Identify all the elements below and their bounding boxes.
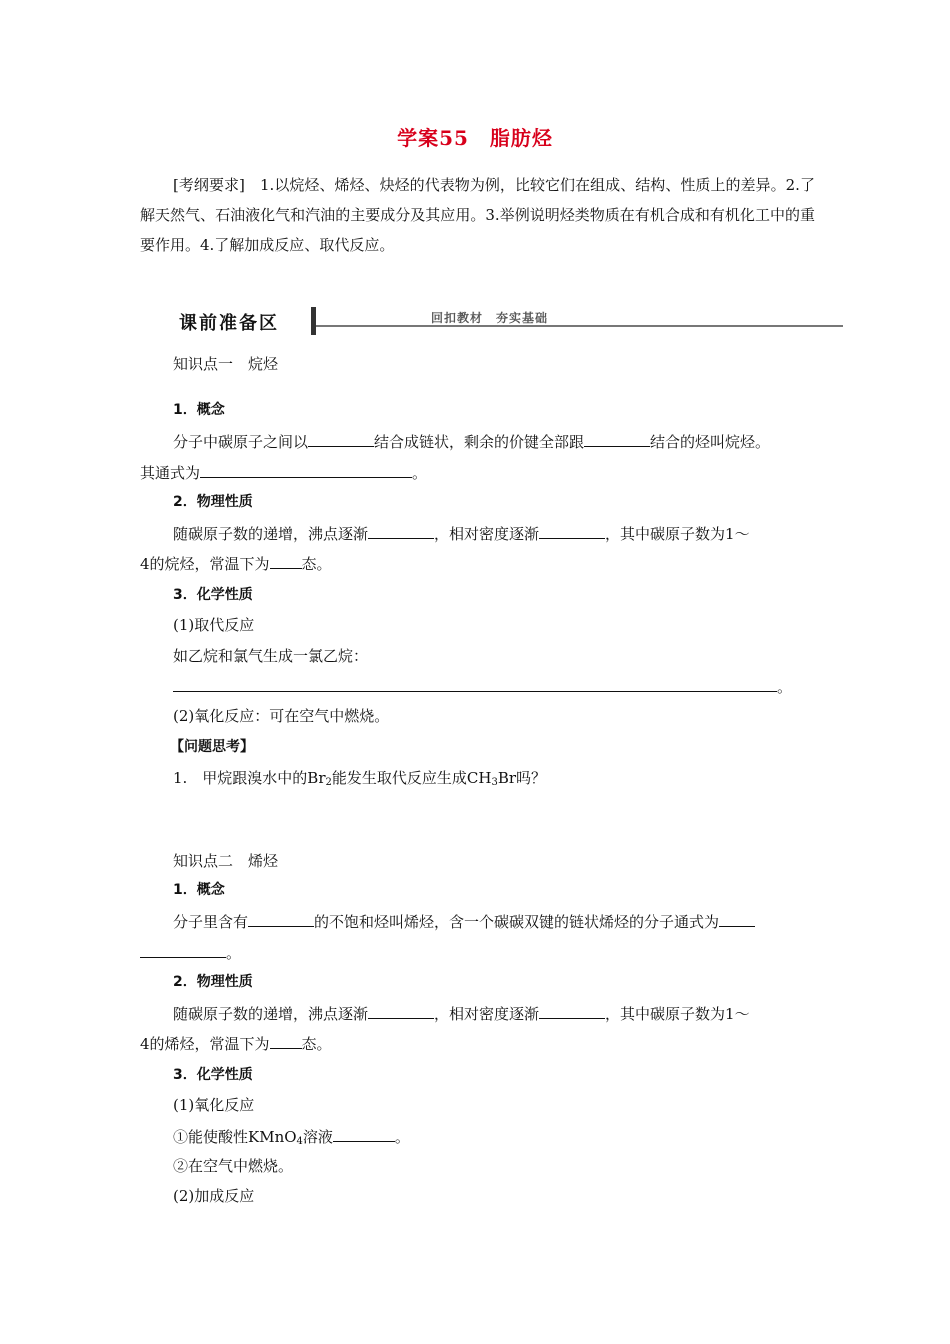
k1-reaction1-answer [173,676,792,697]
question-1 [173,768,546,788]
banner-subtitle: 回扣教材 夯实基础 [431,311,549,325]
k2-s3-heading: 3．化学性质 [173,1067,253,1083]
text: 的不饱和烃叫烯烃，含一个碳碳双键的链状烯烃的分子通式为 [314,913,720,931]
fill-blank[interactable] [173,676,777,692]
subscript: 4 [296,1136,303,1147]
fill-blank[interactable] [719,911,755,927]
k2-concept-line1 [173,911,755,932]
k2-s1-heading: 1．概念 [173,882,225,898]
exam-requirements: [考纲要求] 1.以烷烃、烯烃、炔烃的代表物为例，比较它们在组成、结构、性质上的差异。2.了解天然气、石油液化气和汽油的主要成分及其应用。3.举例说明烃类物质在有机合成和有机化工中的重要作用。4.了解加成反应、取代反应。 [140,176,815,254]
k1-concept-line1 [173,431,770,452]
text: 分子里含有 [173,913,249,931]
k1-phys-line1 [173,523,750,544]
text: 随碳原子数的递增，沸点逐渐 [173,525,369,543]
k1-heading: 知识点一 烷烃 [173,355,279,373]
text: 。 [226,944,242,962]
k1-reaction1-heading: (1)取代反应 [173,616,255,634]
text: 4的烯烃，常温下为 [140,1035,270,1053]
k2-s2-heading: 2．物理性质 [173,974,253,990]
text: 。 [777,678,793,696]
text: 。 [412,464,428,482]
question-heading: 【问题思考】 [170,739,254,755]
k2-reaction2-heading: (2)加成反应 [173,1187,255,1205]
subscript: 2 [325,777,332,788]
k1-reaction2: (2)氧化反应：可在空气中燃烧。 [173,707,390,725]
page-title: 学案55 脂肪烃 [397,126,553,150]
section-banner [173,307,843,337]
k2-concept-line2 [140,942,241,963]
k2-reaction1-heading: (1)氧化反应 [173,1096,255,1114]
text: 能发生取代反应生成CH [331,769,492,787]
fill-blank[interactable] [539,1003,605,1019]
text: 溶液 [302,1128,333,1146]
fill-blank[interactable] [140,942,226,958]
text: ，相对密度逐渐 [434,1005,540,1023]
text: 其通式为 [140,464,201,482]
fill-blank[interactable] [200,462,412,478]
text: ，其中碳原子数为1～ [605,525,750,543]
fill-blank[interactable] [368,523,434,539]
k1-s2-heading: 2．物理性质 [173,494,253,510]
k2-heading: 知识点二 烯烃 [173,852,279,870]
k1-reaction1-text: 如乙烷和氯气生成一氯乙烷： [173,647,369,665]
k1-concept-line2 [140,462,427,483]
k2-reaction1b: ②在空气中燃烧。 [173,1157,294,1175]
k1-phys-line2 [140,553,332,574]
text: 分子中碳原子之间以 [173,433,309,451]
fill-blank[interactable] [248,911,314,927]
fill-blank[interactable] [584,431,650,447]
text: ①能使酸性KMnO [173,1128,297,1146]
banner-divider [311,307,316,335]
fill-blank[interactable] [270,553,302,569]
text: 4的烷烃，常温下为 [140,555,270,573]
text: 。 [394,1128,410,1146]
fill-blank[interactable] [539,523,605,539]
text: 结合成链状，剩余的价键全部跟 [374,433,585,451]
text: 态。 [301,1035,332,1053]
k1-s3-heading: 3．化学性质 [173,587,253,603]
k2-reaction1a [173,1126,410,1147]
text: 随碳原子数的递增，沸点逐渐 [173,1005,369,1023]
text: Br吗？ [497,769,547,787]
banner-title: 课前准备区 [179,313,279,334]
fill-blank[interactable] [368,1003,434,1019]
fill-blank[interactable] [308,431,374,447]
k2-phys-line1 [173,1003,750,1024]
fill-blank[interactable] [270,1033,302,1049]
k2-phys-line2 [140,1033,332,1054]
subscript: 3 [491,777,498,788]
k1-s1-heading: 1．概念 [173,402,225,418]
text: 1. 甲烷跟溴水中的Br [173,769,326,787]
banner-rule [316,325,843,327]
fill-blank[interactable] [333,1126,395,1142]
text: 态。 [301,555,332,573]
text: 结合的烃叫烷烃。 [650,433,771,451]
text: ，其中碳原子数为1～ [605,1005,750,1023]
text: ，相对密度逐渐 [434,525,540,543]
